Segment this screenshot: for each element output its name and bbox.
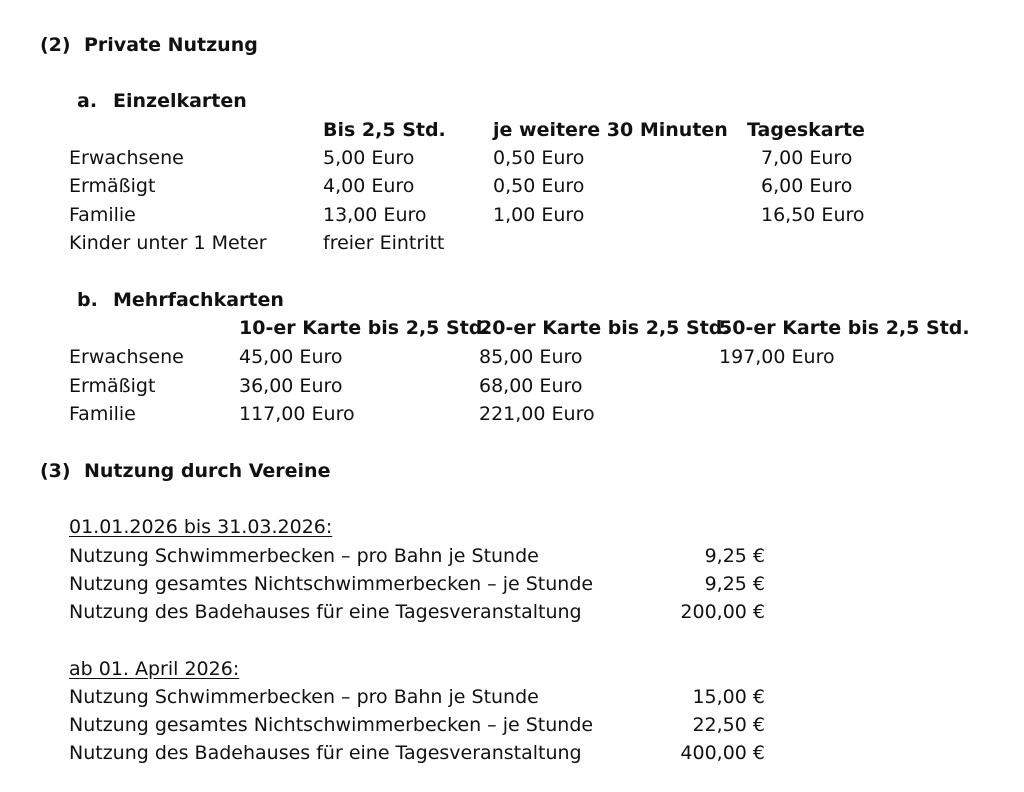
- einzelkarten-title: Einzelkarten: [113, 90, 247, 112]
- einzel-row-price: 16,50 Euro: [761, 204, 865, 226]
- vereine-item-label: Nutzung des Badehauses für eine Tagesveranstaltung: [69, 601, 582, 623]
- period-1-heading: 01.01.2026 bis 31.03.2026:: [69, 516, 333, 538]
- vereine-item-price: 200,00 €: [680, 601, 765, 623]
- einzel-row-price: 1,00 Euro: [493, 204, 585, 226]
- vereine-item-label: Nutzung Schwimmerbecken – pro Bahn je Stunde: [69, 686, 539, 708]
- section-3-number: (3): [40, 460, 71, 482]
- vereine-item-label: Nutzung des Badehauses für eine Tagesveranstaltung: [69, 742, 582, 764]
- einzel-row-label: Erwachsene: [69, 147, 184, 169]
- period-2-heading: ab 01. April 2026:: [69, 658, 240, 680]
- vereine-item-label: Nutzung Schwimmerbecken – pro Bahn je Stunde: [69, 545, 539, 567]
- vereine-item-price: 9,25 €: [704, 545, 765, 567]
- einzel-row-label: Ermäßigt: [69, 175, 156, 197]
- mehrfach-row-price: 45,00 Euro: [239, 346, 343, 368]
- mehrfach-row-label: Familie: [69, 403, 136, 425]
- vereine-item-label: Nutzung gesamtes Nichtschwimmerbecken – je Stunde: [69, 714, 594, 736]
- mehrfach-header-10er: 10-er Karte bis 2,5 Std.: [239, 317, 490, 339]
- mehrfachkarten-letter: b.: [77, 289, 98, 311]
- einzel-header-bis: Bis 2,5 Std.: [323, 119, 446, 141]
- mehrfachkarten-title: Mehrfachkarten: [113, 289, 284, 311]
- mehrfach-row-label: Erwachsene: [69, 346, 184, 368]
- section-2-number: (2): [40, 34, 71, 56]
- einzel-row-label: Familie: [69, 204, 136, 226]
- vereine-item-price: 400,00 €: [680, 742, 765, 764]
- mehrfach-row-price: 85,00 Euro: [479, 346, 583, 368]
- vereine-item-price: 22,50 €: [692, 714, 765, 736]
- mehrfach-row-price: 221,00 Euro: [479, 403, 595, 425]
- vereine-item-label: Nutzung gesamtes Nichtschwimmerbecken – je Stunde: [69, 573, 594, 595]
- einzel-row-price: 7,00 Euro: [761, 147, 853, 169]
- einzel-row-price: 0,50 Euro: [493, 175, 585, 197]
- mehrfach-row-price: 197,00 Euro: [719, 346, 835, 368]
- mehrfach-row-price: 117,00 Euro: [239, 403, 355, 425]
- mehrfach-row-price: 68,00 Euro: [479, 375, 583, 397]
- section-2-title: Private Nutzung: [84, 34, 258, 56]
- einzel-row-price: 5,00 Euro: [323, 147, 415, 169]
- mehrfach-header-20er: 20-er Karte bis 2,5 Std.: [479, 317, 730, 339]
- mehrfach-row-label: Ermäßigt: [69, 375, 156, 397]
- einzelkarten-letter: a.: [77, 90, 98, 112]
- einzel-row-label: Kinder unter 1 Meter: [69, 232, 267, 254]
- einzel-header-weitere: je weitere 30 Minuten: [493, 119, 728, 141]
- einzel-row-price: 6,00 Euro: [761, 175, 853, 197]
- mehrfach-header-50er: 50-er Karte bis 2,5 Std.: [719, 317, 970, 339]
- vereine-item-price: 15,00 €: [692, 686, 765, 708]
- section-3-title: Nutzung durch Vereine: [84, 460, 331, 482]
- einzel-header-tageskarte: Tageskarte: [747, 119, 865, 141]
- einzel-row-price: 13,00 Euro: [323, 204, 427, 226]
- einzel-row-price: 4,00 Euro: [323, 175, 415, 197]
- einzel-row-price: freier Eintritt: [323, 232, 445, 254]
- mehrfach-row-price: 36,00 Euro: [239, 375, 343, 397]
- einzel-row-price: 0,50 Euro: [493, 147, 585, 169]
- vereine-item-price: 9,25 €: [704, 573, 765, 595]
